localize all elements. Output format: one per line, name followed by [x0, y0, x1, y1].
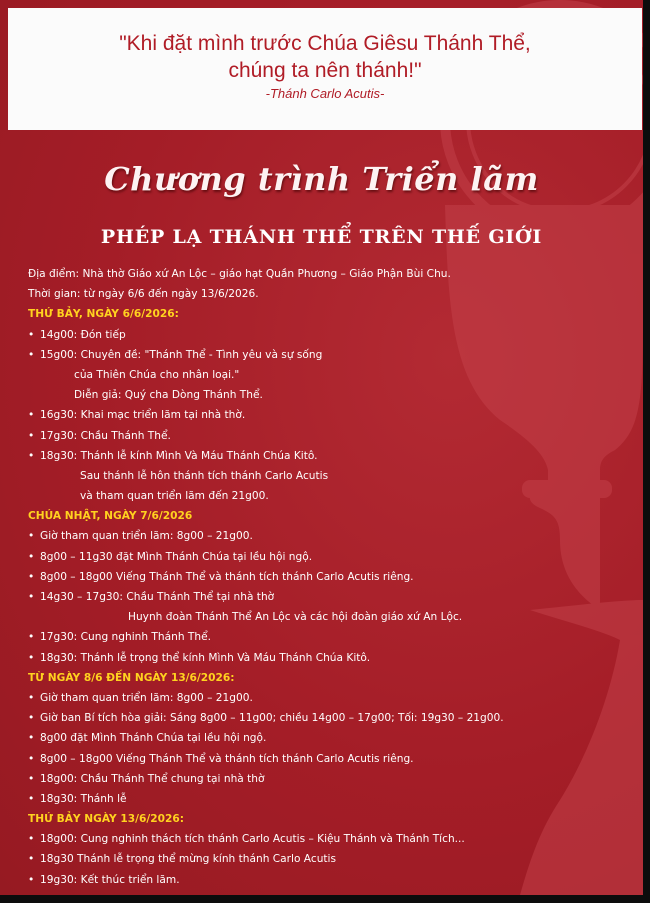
- location-line: Địa điểm: Nhà thờ Giáo xứ An Lộc – giáo hạt Quần Phương – Giáo Phận Bùi Chu.: [28, 268, 451, 280]
- bullet-icon: •: [28, 530, 35, 543]
- schedule-item: [28, 567, 618, 587]
- schedule-item-continuation: và tham quan triển lãm đến 21g00.: [80, 490, 269, 503]
- quote-author: -Thánh Carlo Acutis-: [265, 86, 385, 101]
- schedule-section: [28, 506, 618, 668]
- bullet-icon: •: [28, 691, 35, 704]
- bullet-icon: •: [28, 772, 35, 785]
- schedule-item-text: Giờ ban Bí tích hòa giải: Sáng 8g00 – 11g00; chiều 14g00 – 17g00; Tối: 19g30 – 21g00.: [40, 712, 504, 725]
- schedule-item-text: 18g30 Thánh lễ trọng thể mừng kính thánh Carlo Acutis: [40, 853, 337, 866]
- schedule-item-continuation: Diễn giả: Quý cha Dòng Thánh Thể.: [74, 389, 263, 402]
- schedule-item-continuation: Huynh đoàn Thánh Thể An Lộc và các hội đoàn giáo xứ An Lộc.: [128, 611, 463, 624]
- schedule-item-continuation: của Thiên Chúa cho nhân loại.": [74, 368, 240, 381]
- schedule-item: [28, 849, 618, 869]
- schedule-item-text: 14g30 – 17g30: Chầu Thánh Thể tại nhà thờ: [40, 591, 275, 603]
- schedule-section: [28, 668, 618, 809]
- schedule-item-text: 15g00: Chuyên đề: "Thánh Thể - Tình yêu và sự sống: [40, 348, 323, 361]
- schedule-item: [28, 446, 618, 466]
- schedule-item-text: 17g30: Cung nghinh Thánh Thể.: [40, 631, 211, 644]
- bullet-icon: •: [28, 409, 35, 422]
- bullet-icon: •: [28, 752, 35, 765]
- schedule-item: [28, 708, 618, 728]
- schedule-item-text: 18g00: Chầu Thánh Thể chung tại nhà thờ: [40, 772, 265, 785]
- quote-line-1: "Khi đặt mình trước Chúa Giêsu Thánh Thể,: [119, 32, 531, 55]
- schedule-item-text: 18g30: Thánh lễ kính Mình Và Máu Thánh Chúa Kitô.: [40, 449, 318, 462]
- schedule-item: [28, 789, 618, 809]
- schedule-item-text: 14g00: Đón tiếp: [40, 328, 126, 341]
- bullet-icon: •: [28, 570, 35, 583]
- schedule-item: [28, 587, 618, 607]
- bullet-icon: •: [28, 833, 35, 846]
- quote-line-2: chúng ta nên thánh!": [228, 59, 422, 82]
- bullet-icon: •: [28, 328, 35, 341]
- section-heading: THỨ BẢY, NGÀY 6/6/2026:: [28, 308, 179, 321]
- schedule-item: [28, 426, 618, 446]
- section-heading: CHÚA NHẬT, NGÀY 7/6/2026: [28, 510, 193, 523]
- schedule-item-text: 18g30: Thánh lễ trọng thể kính Mình Và Máu Thánh Chúa Kitô.: [40, 651, 371, 664]
- bullet-icon: •: [28, 631, 35, 644]
- schedule-item-text: 18g30: Thánh lễ: [40, 792, 127, 805]
- schedule-item-continuation: Sau thánh lễ hôn thánh tích thánh Carlo Acutis: [80, 469, 329, 482]
- schedule-item: [28, 547, 618, 567]
- schedule-item: [28, 829, 618, 849]
- schedule-item: [28, 526, 618, 546]
- schedule-item-text: 8g00 – 11g30 đặt Mình Thánh Chúa tại lều hội ngộ.: [40, 550, 313, 563]
- bullet-icon: •: [28, 429, 35, 442]
- bullet-icon: •: [28, 873, 35, 886]
- schedule-item: [28, 769, 618, 789]
- schedule-item: [28, 688, 618, 708]
- schedule-item: [28, 728, 618, 748]
- schedule-sections: [28, 304, 618, 889]
- exhibition-title: PHÉP LẠ THÁNH THỂ TRÊN THẾ GIỚI: [100, 226, 543, 248]
- section-heading: THỨ BẢY NGÀY 13/6/2026:: [28, 813, 184, 826]
- schedule-item-text: 17g30: Chầu Thánh Thể.: [40, 429, 171, 442]
- schedule-item-text: 8g00 – 18g00 Viếng Thánh Thể và thánh tích thánh Carlo Acutis riêng.: [40, 570, 414, 583]
- schedule-item-text: 19g30: Kết thúc triển lãm.: [40, 873, 180, 886]
- schedule-item: [28, 648, 618, 668]
- time-line: Thời gian: từ ngày 6/6 đến ngày 13/6/2026.: [28, 288, 259, 301]
- program-title-script: Chương trình Triển lãm: [104, 160, 539, 198]
- schedule-item: [28, 325, 618, 345]
- schedule-item-text: 8g00 – 18g00 Viếng Thánh Thể và thánh tích thánh Carlo Acutis riêng.: [40, 752, 414, 765]
- schedule-item: [28, 405, 618, 425]
- bullet-icon: •: [28, 853, 35, 866]
- schedule-section: [28, 304, 618, 506]
- schedule-item: [28, 627, 618, 647]
- schedule-item-text: 18g00: Cung nghinh thách tích thánh Carlo Acutis – Kiệu Thánh và Thánh Tích...: [40, 833, 465, 846]
- bullet-icon: •: [28, 550, 35, 563]
- bullet-icon: •: [28, 712, 35, 725]
- schedule-item-text: 16g30: Khai mạc triển lãm tại nhà thờ.: [40, 409, 246, 422]
- schedule-section: [28, 809, 618, 890]
- section-heading: TỪ NGÀY 8/6 ĐẾN NGÀY 13/6/2026:: [28, 671, 235, 684]
- schedule-item: [28, 870, 618, 890]
- quote-banner: [8, 8, 642, 130]
- schedule-item: [28, 749, 618, 769]
- schedule-item: [28, 345, 618, 365]
- schedule-content: [28, 264, 618, 890]
- schedule-item-text: Giờ tham quan triển lãm: 8g00 – 21g00.: [40, 530, 253, 543]
- bullet-icon: •: [28, 591, 35, 603]
- bullet-icon: •: [28, 651, 35, 664]
- bullet-icon: •: [28, 348, 35, 361]
- bullet-icon: •: [28, 449, 35, 462]
- schedule-item-text: Giờ tham quan triển lãm: 8g00 – 21g00.: [40, 691, 253, 704]
- bullet-icon: •: [28, 732, 35, 745]
- bullet-icon: •: [28, 792, 35, 805]
- schedule-item-text: 8g00 đặt Mình Thánh Chúa tại lều hội ngộ.: [40, 732, 267, 745]
